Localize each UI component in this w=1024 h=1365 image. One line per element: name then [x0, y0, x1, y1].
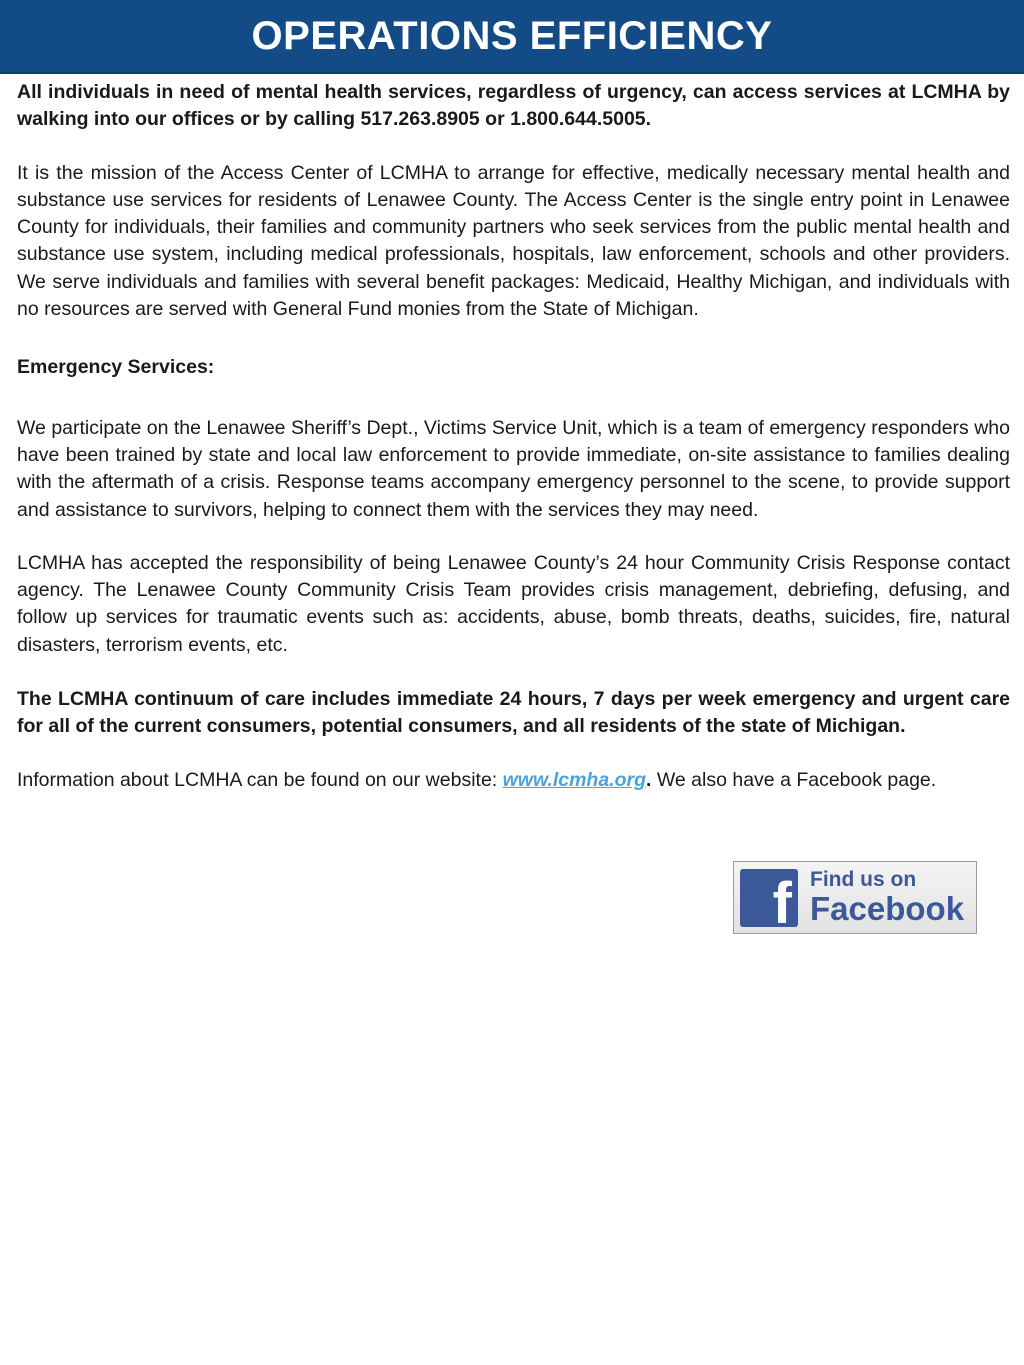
emergency-services-heading: Emergency Services: [17, 356, 215, 379]
info-period: . [646, 768, 652, 791]
continuum-paragraph: The LCMHA continuum of care includes immediate 24 hours, 7 days per week emergency and urgent care for all of the current consumers, potential consumers, and all residents of the state of Michigan. [17, 688, 1010, 738]
page-title: OPERATIONS EFFICIENCY [251, 13, 773, 58]
facebook-icon [740, 869, 798, 927]
facebook-badge-line1: Find us on [810, 868, 917, 891]
facebook-badge[interactable] [733, 861, 977, 934]
info-paragraph [17, 767, 1010, 794]
info-prefix: Information about LCMHA can be found on our website: [17, 768, 503, 791]
facebook-badge-text [810, 868, 964, 927]
page-header [0, 0, 1024, 74]
document-body [17, 79, 1010, 794]
website-link[interactable]: www.lcmha.org [502, 768, 647, 791]
crisis-paragraph: LCMHA has accepted the responsibility of being Lenawee County’s 24 hour Community Crisis Response contact agency. The Lenawee County Community Crisis Team provides crisis management, debriefing, defusing, and follow up services for traumatic events such as: accidents, abuse, bomb threats, deaths, suicides, fire, natural disasters, terrorism events, etc. [17, 551, 1010, 656]
intro-paragraph: All individuals in need of mental health services, regardless of urgency, can access services at LCMHA by walking into our offices or by calling 517.263.8905 or 1.800.644.5005. [17, 81, 1010, 131]
info-suffix: We also have a Facebook page. [651, 768, 937, 791]
sheriff-paragraph: We participate on the Lenawee Sheriff’s Dept., Victims Service Unit, which is a team of emergency responders who have been trained by state and local law enforcement to provide immediate, on-site assistance to families dealing with the aftermath of a crisis. Response teams accompany emergency personnel to the scene, to provide support and assistance to survivors, helping to connect them with the services they may need. [17, 416, 1010, 521]
mission-paragraph: It is the mission of the Access Center of LCMHA to arrange for effective, medically necessary mental health and substance use services for residents of Lenawee County. The Access Center is the single entry point in Lenawee County for individuals, their families and community partners who seek services from the public mental health and substance use system, including medical professionals, hospitals, law enforcement, schools and other providers. We serve individuals and families with several benefit packages: Medicaid, Healthy Michigan, and individuals with no resources are served with General Fund monies from the State of Michigan. [17, 161, 1010, 321]
facebook-badge-line2: Facebook [810, 890, 965, 927]
facebook-icon-letter: f [772, 870, 792, 927]
